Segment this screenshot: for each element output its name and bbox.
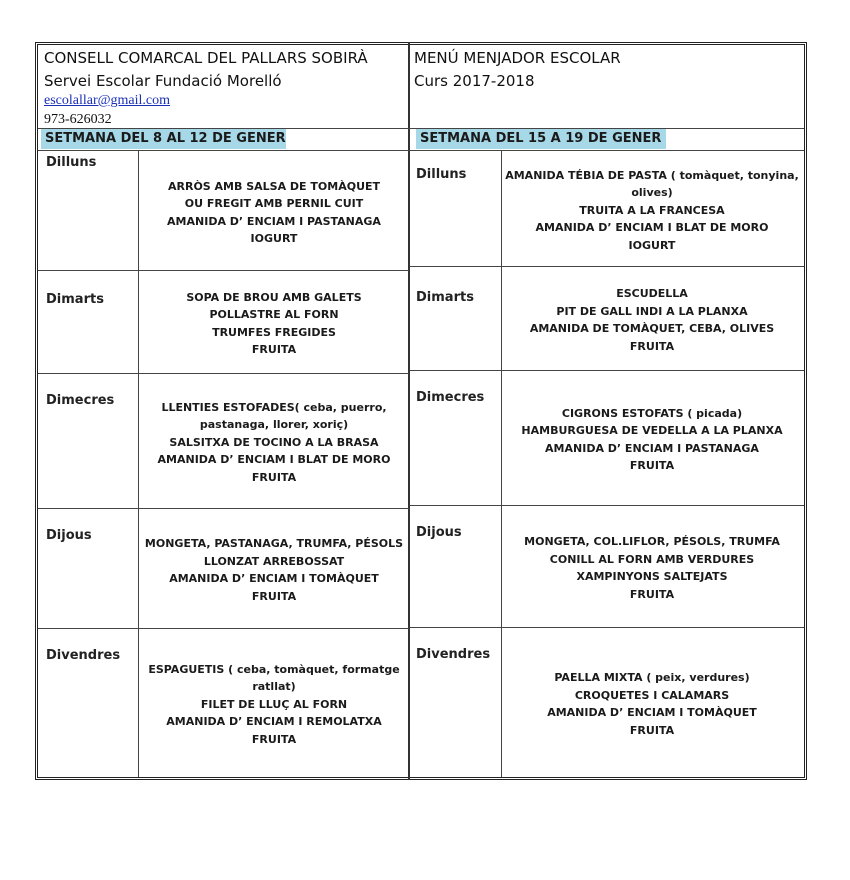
meal-line: AMANIDA D’ ENCIAM I BLAT DE MORO bbox=[157, 453, 391, 467]
meal-line: FRUITA bbox=[629, 459, 675, 472]
meal-menu bbox=[503, 533, 801, 603]
meal-line: FILET DE LLUÇ AL FORN bbox=[200, 697, 348, 711]
meal-line: CROQUETES I CALAMARS bbox=[574, 688, 730, 702]
meal-line: AMANIDA D’ ENCIAM I PASTANAGA bbox=[545, 441, 759, 455]
day-label: Divendres bbox=[416, 647, 491, 662]
meal-line: IOGURT bbox=[250, 232, 298, 245]
meal-line: LLONZAT ARREBOSSAT bbox=[203, 554, 345, 568]
meal-line: LLENTIES ESTOFADES( ceba, puerro, bbox=[161, 400, 387, 414]
week-2-row-rule bbox=[410, 505, 804, 506]
week-1-header: SETMANA DEL 8 AL 12 DE GENER bbox=[41, 129, 286, 149]
meal-line: AMANIDA DE TOMÀQUET, CEBA, OLIVES bbox=[529, 322, 775, 335]
meal-line: TRUMFES FREGIDES bbox=[212, 325, 336, 339]
meal-menu bbox=[140, 289, 408, 359]
week-2-day-column-divider bbox=[501, 151, 502, 777]
week-2-row-rule bbox=[410, 370, 804, 371]
meal-line: ESCUDELLA bbox=[616, 287, 688, 300]
day-label: Dilluns bbox=[46, 155, 97, 170]
meal-menu bbox=[140, 661, 408, 749]
meal-line: IOGURT bbox=[628, 238, 676, 252]
meal-line: OU FREGIT AMB PERNIL CUIT bbox=[184, 197, 364, 210]
week-2-row-rule bbox=[410, 266, 804, 267]
email-link[interactable]: escolallar@gmail.com bbox=[44, 93, 171, 108]
week-1-row-rule bbox=[38, 373, 409, 374]
week-1-row-rule bbox=[38, 270, 409, 271]
meal-line: SALSITXA DE TOCINO A LA BRASA bbox=[169, 435, 379, 449]
meal-line: ESPAGUETIS ( ceba, tomàquet, formatge bbox=[148, 662, 400, 676]
meal-line: PIT DE GALL INDI A LA PLANXA bbox=[556, 304, 748, 318]
meal-line: AMANIDA D’ ENCIAM I TOMÀQUET bbox=[547, 706, 757, 719]
header-rule bbox=[38, 128, 804, 129]
meal-menu bbox=[503, 669, 801, 739]
meal-menu bbox=[503, 167, 801, 255]
day-label: Dimecres bbox=[416, 390, 485, 405]
meal-line: FRUITA bbox=[629, 339, 675, 353]
meal-line: HAMBURGUESA DE VEDELLA A LA PLANXA bbox=[521, 424, 783, 437]
meal-line: SOPA DE BROU AMB GALETS bbox=[186, 290, 362, 304]
day-label: Dijous bbox=[416, 525, 462, 540]
service-subtitle: Servei Escolar Fundació Morelló bbox=[44, 72, 282, 90]
meal-line: MONGETA, COL.LIFLOR, PÉSOLS, TRUMFA bbox=[524, 535, 780, 548]
phone-number: 973-626032 bbox=[44, 112, 112, 127]
council-title: CONSELL COMARCAL DEL PALLARS SOBIRÀ bbox=[44, 49, 368, 67]
meal-line: PAELLA MIXTA ( peix, verdures) bbox=[554, 671, 750, 684]
day-label: Dijous bbox=[46, 528, 92, 543]
meal-menu bbox=[140, 399, 408, 487]
week-1-row-rule bbox=[38, 628, 409, 629]
meal-line: XAMPINYONS SALTEJATS bbox=[576, 570, 728, 583]
meal-menu bbox=[503, 285, 801, 355]
day-label: Dimarts bbox=[46, 292, 104, 307]
meal-line: CIGRONS ESTOFATS ( picada) bbox=[561, 406, 743, 420]
meal-menu bbox=[140, 535, 408, 605]
week-1-day-column-divider bbox=[138, 151, 139, 777]
meal-line: AMANIDA TÉBIA DE PASTA ( tomàquet, tonyina, bbox=[505, 168, 799, 182]
meal-line: olives) bbox=[631, 186, 673, 200]
meal-line: AMANIDA D’ ENCIAM I TOMÀQUET bbox=[169, 572, 379, 585]
meal-line: AMANIDA D’ ENCIAM I BLAT DE MORO bbox=[535, 221, 769, 235]
meal-line: AMANIDA D’ ENCIAM I PASTANAGA bbox=[167, 214, 381, 228]
meal-line: ARRÒS AMB SALSA DE TOMÀQUET bbox=[167, 179, 381, 193]
meal-line: TRUITA A LA FRANCESA bbox=[579, 203, 725, 217]
week-header-rule bbox=[38, 150, 804, 151]
meal-menu bbox=[140, 178, 408, 248]
meal-line: pastanaga, llorer, xoriç) bbox=[199, 418, 349, 432]
menu-title: MENÚ MENJADOR ESCOLAR bbox=[414, 49, 621, 67]
meal-line: FRUITA bbox=[629, 587, 675, 601]
day-label: Dimecres bbox=[46, 393, 115, 408]
meal-line: MONGETA, PASTANAGA, TRUMFA, PÉSOLS bbox=[144, 537, 404, 550]
meal-line: CONILL AL FORN AMB VERDURES bbox=[549, 552, 755, 566]
meal-line: FRUITA bbox=[629, 723, 675, 737]
meal-line: FRUITA bbox=[251, 589, 297, 603]
meal-line: ratllat) bbox=[252, 680, 296, 694]
meal-menu bbox=[503, 405, 801, 475]
day-label: Dilluns bbox=[416, 167, 467, 182]
meal-line: AMANIDA D’ ENCIAM I REMOLATXA bbox=[166, 715, 382, 729]
week-2-row-rule bbox=[410, 627, 804, 628]
meal-line: FRUITA bbox=[251, 343, 297, 356]
center-divider bbox=[408, 42, 410, 780]
meal-line: FRUITA bbox=[251, 732, 297, 746]
course-year: Curs 2017-2018 bbox=[414, 72, 535, 90]
meal-line: FRUITA bbox=[251, 470, 297, 484]
week-1-row-rule bbox=[38, 508, 409, 509]
meal-line: POLLASTRE AL FORN bbox=[209, 308, 339, 321]
day-label: Dimarts bbox=[416, 290, 474, 305]
day-label: Divendres bbox=[46, 648, 121, 663]
week-2-header: SETMANA DEL 15 A 19 DE GENER bbox=[416, 129, 666, 149]
